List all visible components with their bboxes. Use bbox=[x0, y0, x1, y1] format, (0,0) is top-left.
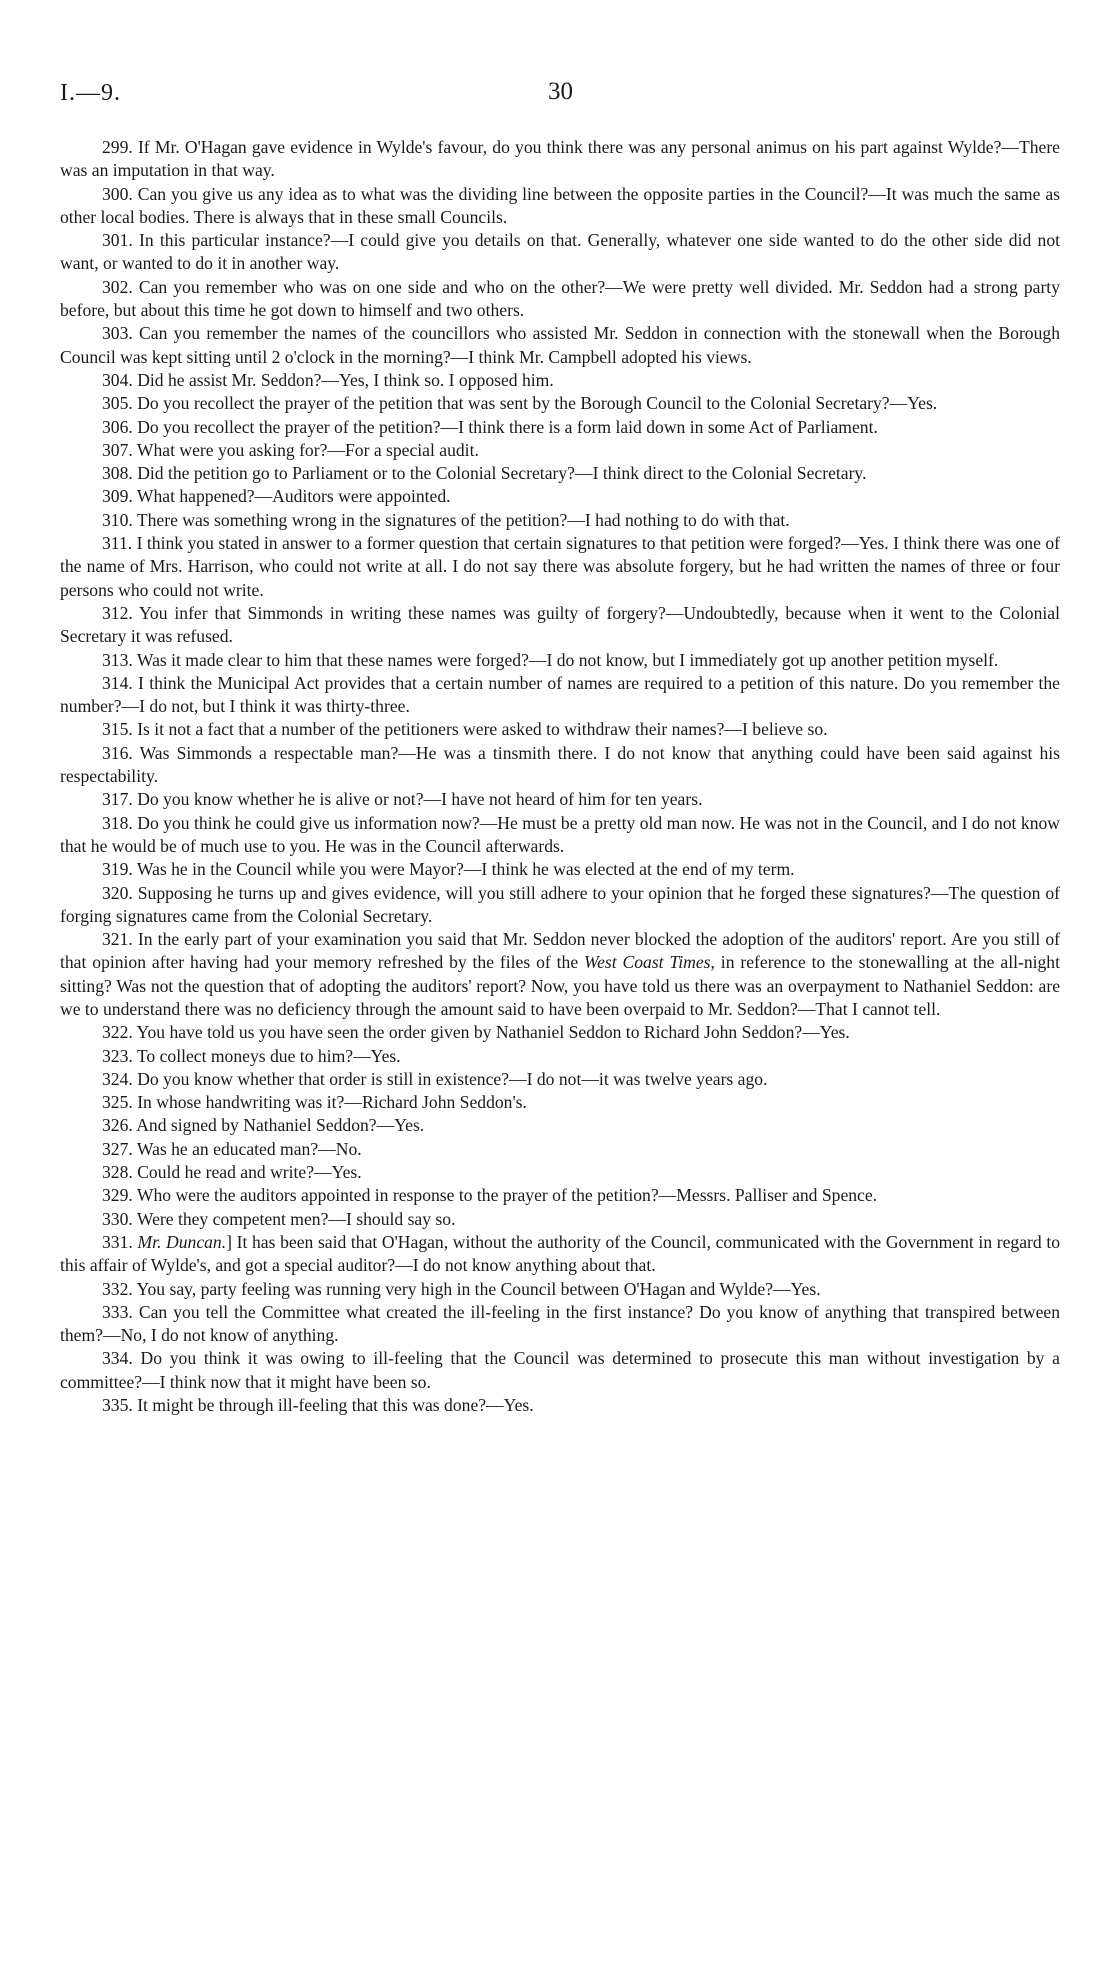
question-answer-paragraph: 306. Do you recollect the prayer of the petition?—I think there is a form laid down in some Act of Parliament. bbox=[102, 416, 878, 437]
question-answer-paragraph: 316. Was Simmonds a respectable man?—He was a tinsmith there. I do not know that anything could have been said against his respectability. bbox=[60, 742, 1060, 787]
question-answer-paragraph: 334. Do you think it was owing to ill-feeling that the Council was determined to prosecute this man without investigation by a committee?—I think now that it might have been so. bbox=[60, 1348, 1060, 1392]
question-answer-paragraph: 312. You infer that Simmonds in writing these names was guilty of forgery?—Undoubtedly, because when it went to the Colonial Secretary it was refused. bbox=[60, 602, 1060, 647]
question-answer-paragraph: 330. Were they competent men?—I should say so. bbox=[102, 1208, 456, 1229]
question-answer-paragraph bbox=[60, 928, 1060, 1021]
document-reference: I.—9. bbox=[60, 80, 121, 106]
italic-text: Mr. Duncan. bbox=[137, 1231, 227, 1252]
question-answer-paragraph: 302. Can you remember who was on one side and who on the other?—We were pretty well divided. Mr. Seddon had a strong party before, but about this time he got down to himself and two others. bbox=[60, 276, 1060, 321]
question-answer-paragraph: 319. Was he in the Council while you were Mayor?—I think he was elected at the end of my term. bbox=[102, 859, 795, 880]
question-answer-paragraph: 335. It might be through ill-feeling that this was done?—Yes. bbox=[102, 1395, 534, 1416]
question-answer-paragraph: 329. Who were the auditors appointed in response to the prayer of the petition?—Messrs. Palliser and Spence. bbox=[102, 1185, 878, 1206]
question-answer-paragraph: 301. In this particular instance?—I could give you details on that. Generally, whatever one side wanted to do the other side did not want, or wanted to do it in another way. bbox=[60, 230, 1060, 274]
question-answer-paragraph: 317. Do you know whether he is alive or not?—I have not heard of him for ten years. bbox=[102, 789, 703, 810]
question-answer-paragraph: 303. Can you remember the names of the councillors who assisted Mr. Seddon in connection with the stonewall when the Borough Council was kept sitting until 2 o'clock in the morning?—I think Mr. Campbell adopted his views. bbox=[60, 323, 1060, 367]
question-answer-paragraph: 309. What happened?—Auditors were appointed. bbox=[102, 486, 451, 507]
question-answer-paragraph: 327. Was he an educated man?—No. bbox=[102, 1138, 362, 1159]
paragraph-text: , in reference to the stonewalling at the all-night sitting? Was not the question that of adopting the auditors' report? Now, you have told us there was an overpayment to Nathaniel Seddon: are we to understand there was no deficiency through the amount said to have been overpaid to Mr. Seddon?—That I cannot tell. bbox=[60, 952, 1060, 1019]
italic-text: West Coast Times bbox=[584, 952, 711, 973]
question-answer-paragraph: 323. To collect moneys due to him?—Yes. bbox=[102, 1045, 401, 1066]
paragraph-text: ] It has been said that O'Hagan, without the authority of the Council, communicated with the Government in regard to this affair of Wylde's, and got a special auditor?—I do not know anything about that. bbox=[60, 1231, 1061, 1276]
question-answer-paragraph: 308. Did the petition go to Parliament or to the Colonial Secretary?—I think direct to the Colonial Secretary. bbox=[102, 463, 867, 484]
question-answer-paragraph: 328. Could he read and write?—Yes. bbox=[102, 1162, 362, 1183]
question-answer-paragraph: 310. There was something wrong in the signatures of the petition?—I had nothing to do with that. bbox=[102, 509, 790, 530]
question-answer-paragraph: 313. Was it made clear to him that these names were forged?—I do not know, but I immediately got up another petition myself. bbox=[102, 649, 999, 670]
question-answer-paragraph: 304. Did he assist Mr. Seddon?—Yes, I think so. I opposed him. bbox=[102, 369, 554, 390]
page-number: 30 bbox=[548, 78, 573, 105]
question-answer-paragraph: 320. Supposing he turns up and gives evidence, will you still adhere to your opinion that he forged these signatures?—The question of forging signatures came from the Colonial Secretary. bbox=[60, 882, 1060, 926]
paragraph-text: 331. bbox=[102, 1231, 138, 1252]
question-answer-paragraph: 324. Do you know whether that order is still in existence?—I do not—it was twelve years ago. bbox=[102, 1068, 768, 1089]
question-answer-paragraph: 299. If Mr. O'Hagan gave evidence in Wylde's favour, do you think there was any personal animus on his part against Wylde?—There was an imputation in that way. bbox=[60, 137, 1060, 181]
question-answer-paragraph: 333. Can you tell the Committee what created the ill-feeling in the first instance? Do you know of anything that transpired between them?—No, I do not know of anything. bbox=[60, 1301, 1060, 1346]
question-answer-paragraph: 325. In whose handwriting was it?—Richard John Seddon's. bbox=[102, 1092, 527, 1113]
question-answer-paragraph: 315. Is it not a fact that a number of the petitioners were asked to withdraw their names?—I believe so. bbox=[102, 719, 828, 740]
question-answer-paragraph: 322. You have told us you have seen the order given by Nathaniel Seddon to Richard John Seddon?—Yes. bbox=[102, 1022, 850, 1043]
question-answer-paragraph: 311. I think you stated in answer to a former question that certain signatures to that petition were forged?—Yes. I think there was one of the name of Mrs. Harrison, who could not write at all. I do not say there was absolute forgery, but he had written the names of three or four persons who could not write. bbox=[60, 533, 1060, 600]
question-answer-paragraph: 326. And signed by Nathaniel Seddon?—Yes. bbox=[102, 1115, 425, 1136]
question-answer-paragraph: 305. Do you recollect the prayer of the petition that was sent by the Borough Council to the Colonial Secretary?—Yes. bbox=[102, 393, 938, 414]
question-answer-paragraph: 300. Can you give us any idea as to what was the dividing line between the opposite parties in the Council?—It was much the same as other local bodies. There is always that in these small Councils. bbox=[60, 183, 1060, 227]
question-answer-paragraph: 307. What were you asking for?—For a special audit. bbox=[102, 439, 479, 460]
paragraph-text: 321. In the early part of your examination you said that Mr. Seddon never blocked the adoption of the auditors' report. Are you still of that opinion after having had your memory refreshed by the files of the bbox=[60, 929, 1060, 973]
question-answer-paragraph: 318. Do you think he could give us information now?—He must be a pretty old man now. He was not in the Council, and I do not know that he would be of much use to you. He was in the Council afterwards. bbox=[60, 812, 1060, 856]
question-answer-paragraph: 314. I think the Municipal Act provides that a certain number of names are required to a petition of this nature. Do you remember the number?—I do not, but I think it was thirty-three. bbox=[60, 672, 1060, 717]
minutes-of-evidence bbox=[60, 136, 1060, 1417]
question-answer-paragraph: 332. You say, party feeling was running very high in the Council between O'Hagan and Wylde?—Yes. bbox=[102, 1278, 821, 1299]
question-answer-paragraph bbox=[60, 1231, 1060, 1278]
